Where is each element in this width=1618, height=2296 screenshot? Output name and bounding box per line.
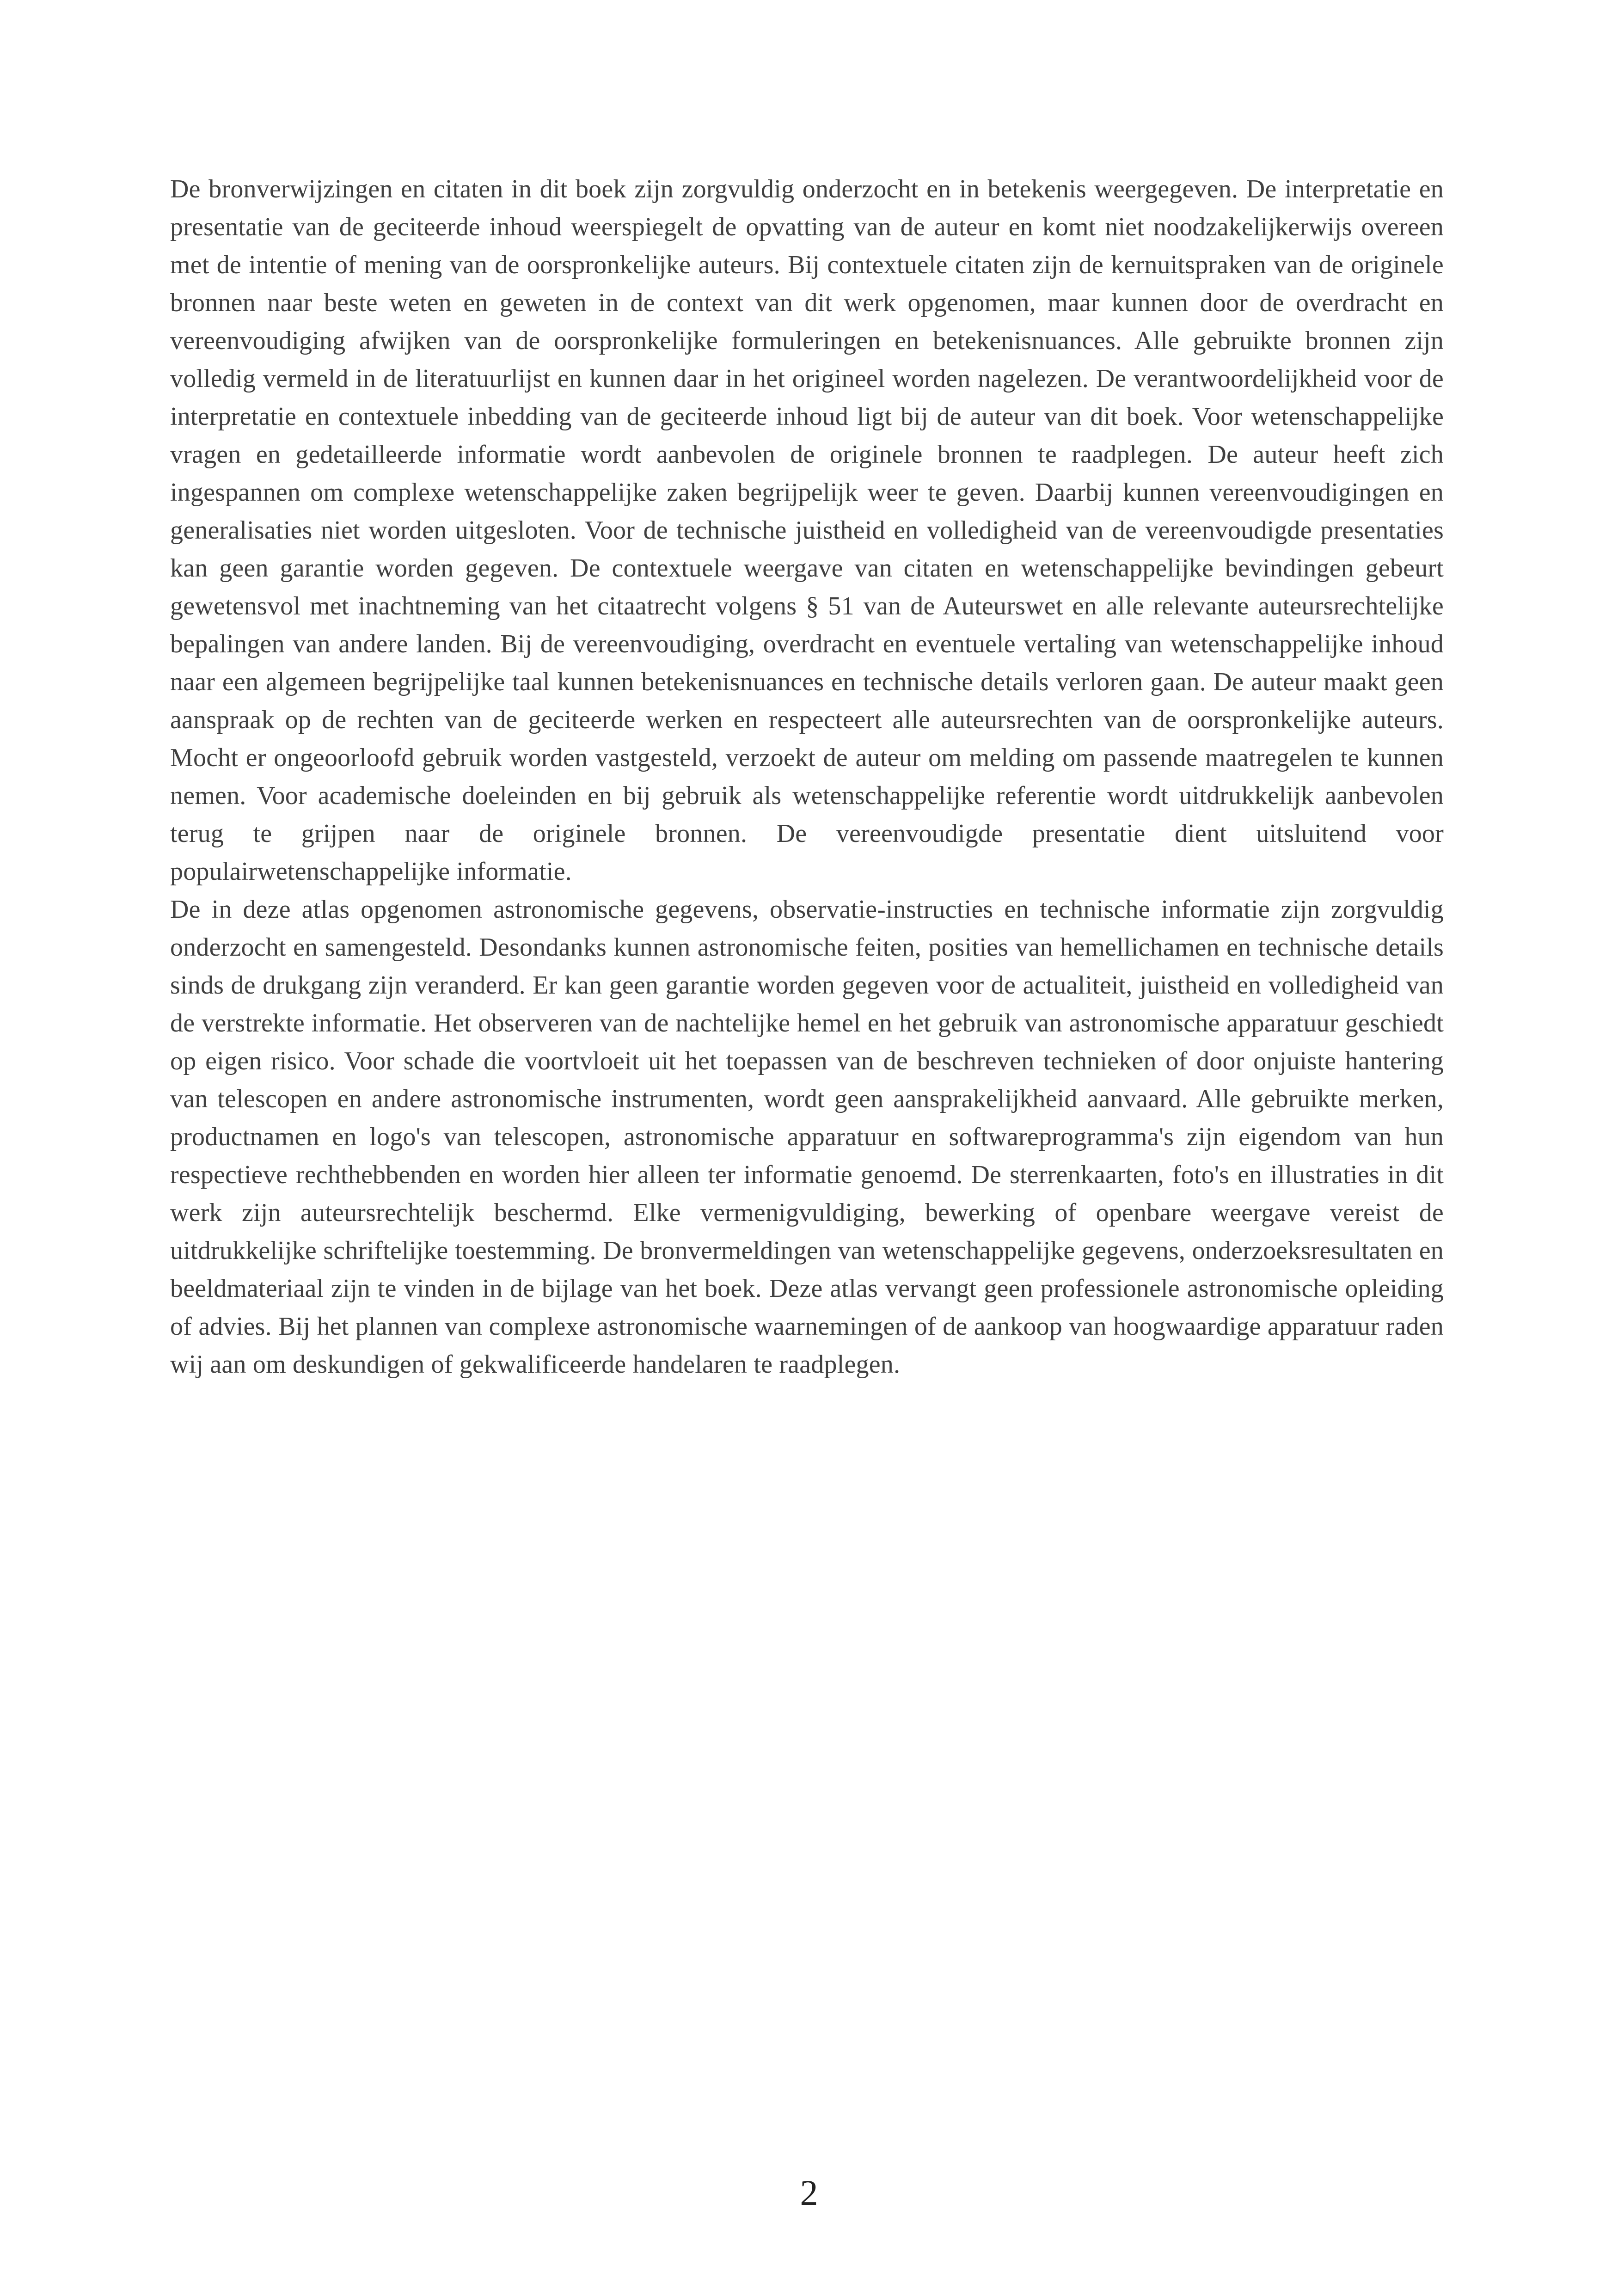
paragraph-citation-disclaimer: De bronverwijzingen en citaten in dit boek zijn zorgvuldig onderzocht en in betekenis weergegeven. De interpretatie en presentatie van de geciteerde inhoud weerspiegelt de opvatting van de auteur en komt niet noodzakelijkerwijs overeen met de intentie of mening van de oorspronkelijke auteurs. Bij contextuele citaten zijn de kernuitspraken van de originele bronnen naar beste weten en geweten in de context van dit werk opgenomen, maar kunnen door de overdracht en vereenvoudiging afwijken van de oorspronkelijke formuleringen en betekenisnuances. Alle gebruikte bronnen zijn volledig vermeld in de literatuurlijst en kunnen daar in het origineel worden nagelezen. De verantwoordelijkheid voor de interpretatie en contextuele inbedding van de geciteerde inhoud ligt bij de auteur van dit boek. Voor wetenschappelijke vragen en gedetailleerde informatie wordt aanbevolen de originele bronnen te raadplegen. De auteur heeft zich ingespannen om complexe wetenschappelijke zaken begrijpelijk weer te geven. Daarbij kunnen vereenvoudigingen en generalisaties niet worden uitgesloten. Voor de technische juistheid en volledigheid van de vereenvoudigde presentaties kan geen garantie worden gegeven. De contextuele weergave van citaten en wetenschappelijke bevindingen gebeurt gewetensvol met inachtneming van het citaatrecht volgens § 51 van de Auteurswet en alle relevante auteursrechtelijke bepalingen van andere landen. Bij de vereenvoudiging, overdracht en eventuele vertaling van wetenschappelijke inhoud naar een algemeen begrijpelijke taal kunnen betekenisnuances en technische details verloren gaan. De auteur maakt geen aanspraak op de rechten van de geciteerde werken en respecteert alle auteursrechten van de oorspronkelijke auteurs. Mocht er ongeoorloofd gebruik worden vastgesteld, verzoekt de auteur om melding om passende maatregelen te kunnen nemen. Voor academische doeleinden en bij gebruik als wetenschappelijke referentie wordt uitdrukkelijk aanbevolen terug te grijpen naar de originele bronnen. De vereenvoudigde presentatie dient uitsluitend voor populairwetenschappelijke informatie.: [170, 175, 1444, 886]
page-number: 2: [800, 2173, 818, 2213]
disclaimer-text: [170, 170, 1444, 1383]
paragraph-astronomy-disclaimer: De in deze atlas opgenomen astronomische gegevens, observatie-instructies en technische informatie zijn zorgvuldig onderzocht en samengesteld. Desondanks kunnen astronomische feiten, posities van hemellichamen en technische details sinds de drukgang zijn veranderd. Er kan geen garantie worden gegeven voor de actualiteit, juistheid en volledigheid van de verstrekte informatie. Het observeren van de nachtelijke hemel en het gebruik van astronomische apparatuur geschiedt op eigen risico. Voor schade die voortvloeit uit het toepassen van de beschreven technieken of door onjuiste hantering van telescopen en andere astronomische instrumenten, wordt geen aansprakelijkheid aanvaard. Alle gebruikte merken, productnamen en logo's van telescopen, astronomische apparatuur en softwareprogramma's zijn eigendom van hun respectieve rechthebbenden en worden hier alleen ter informatie genoemd. De sterrenkaarten, foto's en illustraties in dit werk zijn auteursrechtelijk beschermd. Elke vermenigvuldiging, bewerking of openbare weergave vereist de uitdrukkelijke schriftelijke toestemming. De bronvermeldingen van wetenschappelijke gegevens, onderzoeksresultaten en beeldmateriaal zijn te vinden in de bijlage van het boek. Deze atlas vervangt geen professionele astronomische opleiding of advies. Bij het plannen van complexe astronomische waarnemingen of de aankoop van hoogwaardige apparatuur raden wij aan om deskundigen of gekwalificeerde handelaren te raadplegen.: [170, 895, 1444, 1379]
